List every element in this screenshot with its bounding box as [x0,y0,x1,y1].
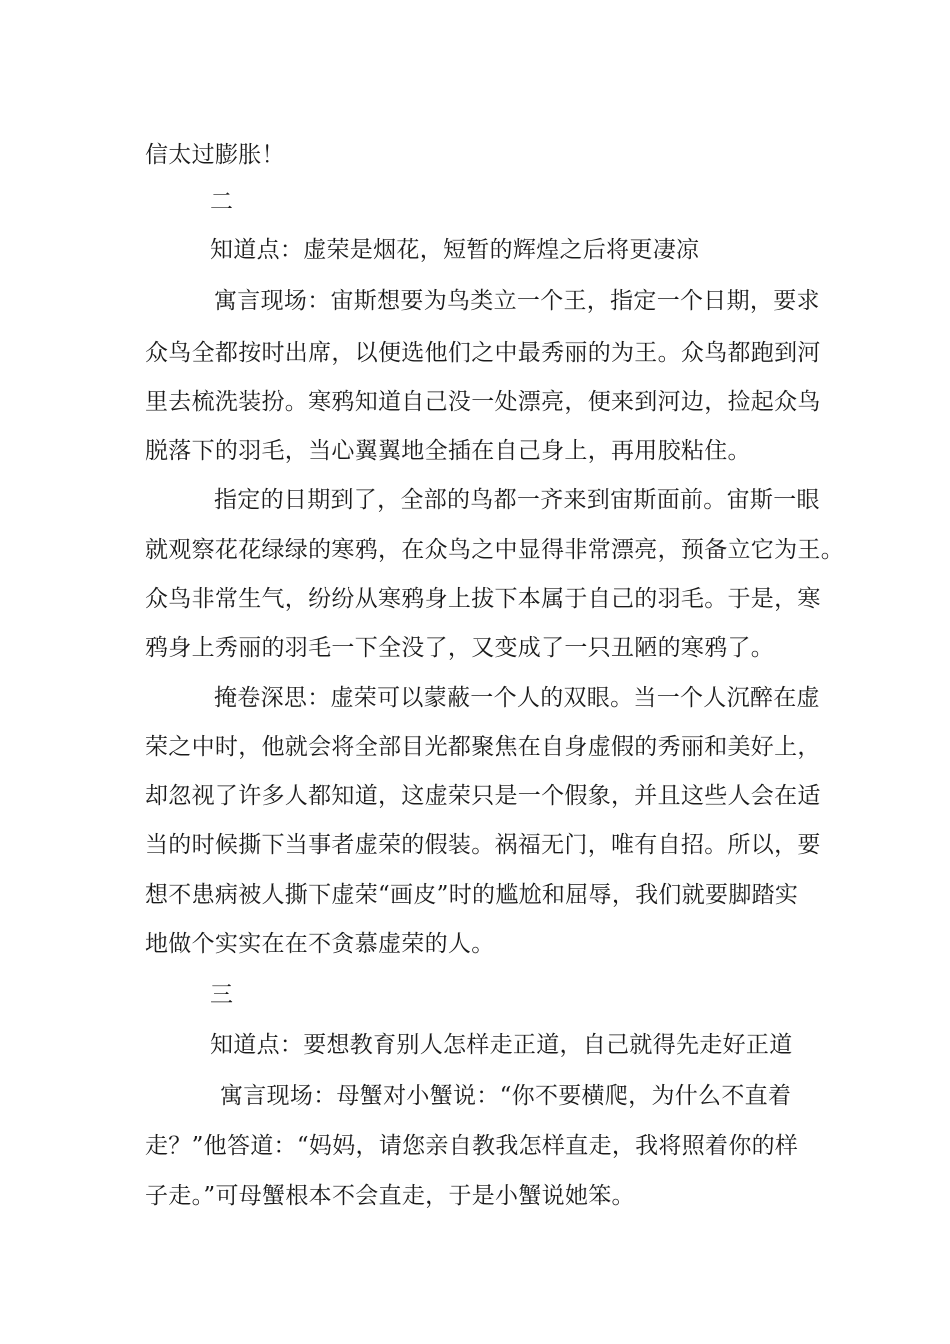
paragraph-line: 就观察花花绿绿的寒鸦，在众鸟之中显得非常漂亮，预备立它为王。 [145,537,844,563]
text-line: 信太过膨胀！ [145,142,285,168]
paragraph-line: 里去梳洗装扮。寒鸦知道自己没一处漂亮，便来到河边，捡起众鸟 [145,389,821,415]
paragraph-line: 地做个实实在在不贪慕虚荣的人。 [145,931,495,957]
paragraph-line: 荣之中时，他就会将全部目光都聚焦在自身虚假的秀丽和美好上， [145,734,821,760]
paragraph-line: 走？”他答道：“妈妈，请您亲自教我怎样直走，我将照着你的样 [145,1133,799,1159]
paragraph-line: 当的时候撕下当事者虚荣的假装。祸福无门，唯有自招。所以，要 [145,832,821,858]
paragraph-line: 脱落下的羽毛，当心翼翼地全插在自己身上，再用胶粘住。 [145,438,751,464]
paragraph-line: 众鸟全都按时出席，以便选他们之中最秀丽的为王。众鸟都跑到河 [145,340,821,366]
paragraph-line: 鸦身上秀丽的羽毛一下全没了，又变成了一只丑陋的寒鸦了。 [145,635,775,661]
paragraph-line: 子走。”可母蟹根本不会直走，于是小蟹说她笨。 [145,1183,635,1209]
paragraph-line: 寓言现场：母蟹对小蟹说：“你不要横爬，为什么不直着 [220,1083,792,1109]
key-point-line: 知道点：虚荣是烟花，短暂的辉煌之后将更凄凉 [210,237,700,263]
section-heading: 二 [210,189,234,215]
paragraph-line: 想不患病被人撕下虚荣“画皮”时的尴尬和屈辱，我们就要脚踏实 [145,882,799,908]
key-point-line: 知道点：要想教育别人怎样走正道，自己就得先走好正道 [210,1032,793,1058]
paragraph-line: 寓言现场：宙斯想要为鸟类立一个王，指定一个日期，要求 [214,288,820,314]
paragraph-line: 指定的日期到了，全部的鸟都一齐来到宙斯面前。宙斯一眼 [214,487,820,513]
paragraph-line: 却忽视了许多人都知道，这虚荣只是一个假象，并且这些人会在适 [145,783,821,809]
section-heading: 三 [210,982,234,1008]
paragraph-line: 众鸟非常生气，纷纷从寒鸦身上拔下本属于自己的羽毛。于是，寒 [145,586,821,612]
paragraph-line: 掩卷深思：虚荣可以蒙蔽一个人的双眼。当一个人沉醉在虚 [214,685,820,711]
